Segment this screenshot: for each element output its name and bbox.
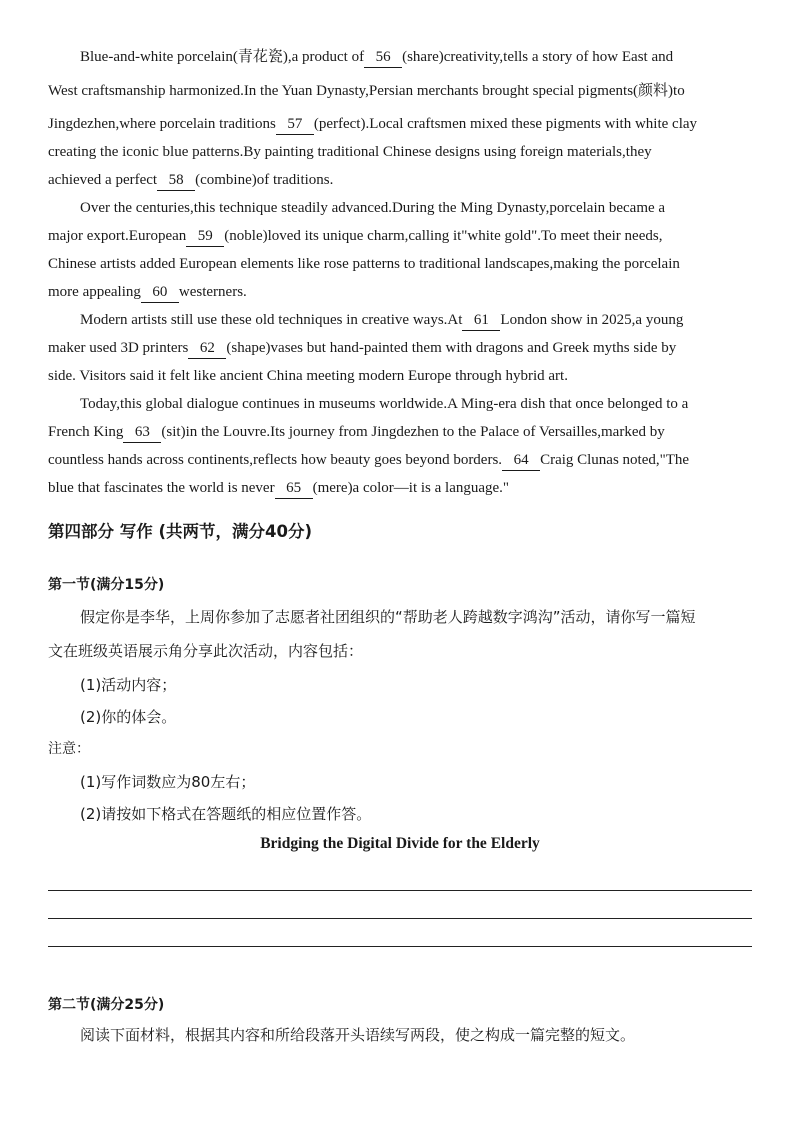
p2-line-1 — [48, 194, 752, 222]
blank-57[interactable]: 57 — [276, 114, 314, 135]
text: (sit)in the Louvre.Its journey from Jingdezhen to the Palace of Versailles,marked by — [161, 424, 665, 440]
blank-64[interactable]: 64 — [502, 450, 540, 471]
text: ),a product of — [282, 49, 365, 65]
p1-line-2 — [48, 76, 752, 104]
content-item-1: (1)活动内容； — [80, 676, 177, 694]
blank-59[interactable]: 59 — [186, 226, 224, 247]
text: French King — [48, 424, 124, 440]
text: Over the centuries,this technique steadily advanced.During the Ming Dynasty,porcelain became a — [80, 200, 666, 216]
text: creating the iconic blue patterns.By painting traditional Chinese designs using foreign materials,they — [48, 144, 652, 160]
text: (perfect).Local craftsmen mixed these pigments with white clay — [313, 116, 698, 132]
content-item-2: (2)你的体会。 — [80, 708, 177, 726]
text: blue that fascinates the world is never — [48, 480, 275, 496]
text: )to — [668, 83, 685, 99]
p3-line-1 — [48, 306, 752, 334]
text: Chinese artists added European elements like rose patterns to traditional landscapes,making the porcelain — [48, 256, 680, 272]
section1-prompt-line-2: 文在班级英语展示角分享此次活动，内容包括： — [48, 642, 364, 660]
text: more appealing — [48, 284, 141, 300]
p1-line-1 — [48, 42, 752, 70]
text: Today,this global dialogue continues in museums worldwide.A Ming-era dish that once belonged to a — [80, 396, 689, 412]
text: London show in 2025,a young — [500, 312, 684, 328]
blank-62[interactable]: 62 — [188, 338, 226, 359]
p1-line-3 — [48, 110, 752, 138]
text: (mere)a color—it is a language." — [312, 480, 510, 496]
text: countless hands across continents,reflects how beauty goes beyond borders. — [48, 452, 503, 468]
blank-58[interactable]: 58 — [157, 170, 195, 191]
note-label: 注意： — [48, 741, 90, 757]
section2-prompt: 阅读下面材料，根据其内容和所给段落开头语续写两段，使之构成一篇完整的短文。 — [80, 1026, 636, 1044]
p4-line-1 — [48, 390, 752, 418]
note-item-1: (1)写作词数应为80左右； — [80, 773, 256, 791]
reading-passage — [48, 42, 752, 502]
text: maker used 3D printers — [48, 340, 189, 356]
p4-line-4 — [48, 474, 752, 502]
p4-line-2 — [48, 418, 752, 446]
chinese-gloss: 青花瓷 — [237, 47, 283, 65]
blank-61[interactable]: 61 — [462, 310, 500, 331]
p4-line-3 — [48, 446, 752, 474]
section1-title: 第一节(满分15分) — [48, 577, 165, 593]
answer-line-1[interactable] — [48, 890, 752, 891]
essay-title: Bridging the Digital Divide for the Elderly — [260, 835, 540, 852]
p3-line-3 — [48, 362, 752, 390]
note-item-2: (2)请按如下格式在答题纸的相应位置作答。 — [80, 805, 372, 823]
p3-line-2 — [48, 334, 752, 362]
answer-line-3[interactable] — [48, 946, 752, 947]
part4-title: 第四部分 写作 (共两节，满分40分) — [48, 522, 313, 541]
blank-65[interactable]: 65 — [275, 478, 313, 499]
section1-prompt-line-1: 假定你是李华，上周你参加了志愿者社团组织的“帮助老人跨越数字鸿沟”活动，请你写一篇短 — [80, 608, 696, 626]
p2-line-3 — [48, 250, 752, 278]
text: West craftsmanship harmonized.In the Yuan Dynasty,Persian merchants brought special pigments( — [48, 83, 639, 99]
text: side. Visitors said it felt like ancient China meeting modern Europe through hybrid art. — [48, 368, 568, 384]
text: Blue-and-white porcelain( — [80, 49, 238, 65]
blank-56[interactable]: 56 — [364, 47, 402, 68]
text: westerners. — [178, 284, 247, 300]
p1-line-4 — [48, 138, 752, 166]
p2-line-2 — [48, 222, 752, 250]
p1-line-5 — [48, 166, 752, 194]
answer-line-2[interactable] — [48, 918, 752, 919]
text: Jingdezhen,where porcelain traditions — [48, 116, 276, 132]
p2-line-4 — [48, 278, 752, 306]
chinese-gloss: 颜料 — [638, 81, 669, 99]
text: Craig Clunas noted,"The — [540, 452, 690, 468]
text: (combine)of traditions. — [195, 172, 334, 188]
text: Modern artists still use these old techniques in creative ways.At — [80, 312, 463, 328]
text: (shape)vases but hand-painted them with dragons and Greek myths side by — [226, 340, 677, 356]
text: (share)creativity,tells a story of how East and — [402, 49, 674, 65]
blank-60[interactable]: 60 — [141, 282, 179, 303]
blank-63[interactable]: 63 — [123, 422, 161, 443]
text: achieved a perfect — [48, 172, 158, 188]
text: major export.European — [48, 228, 187, 244]
section2-title: 第二节(满分25分) — [48, 997, 165, 1013]
text: (noble)loved its unique charm,calling it"white gold".To meet their needs, — [224, 228, 663, 244]
